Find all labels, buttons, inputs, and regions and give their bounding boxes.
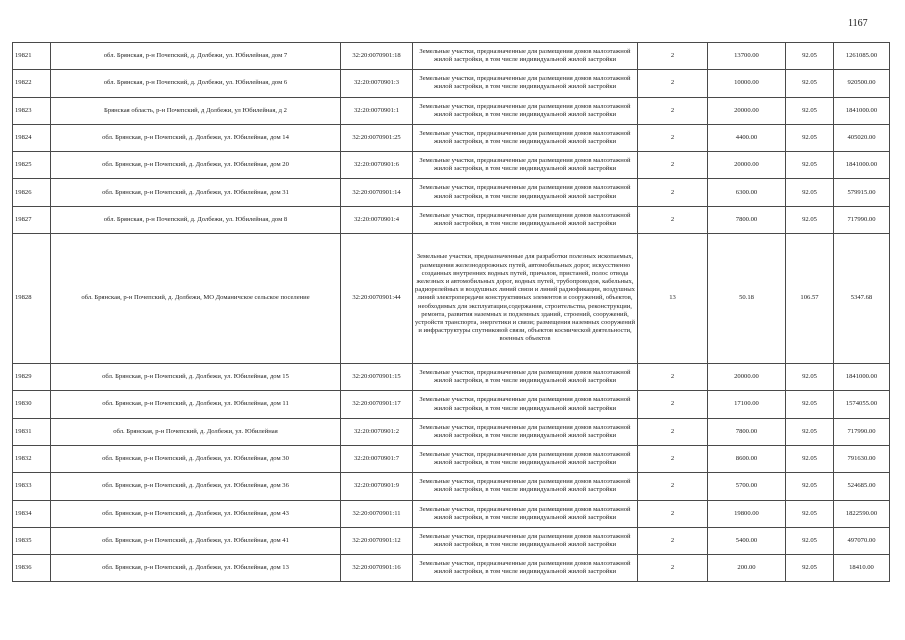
land-use-cell: Земельные участки, предназначенные для размещения домов малоэтажной жилой застройки, в том числе индивидуальной жилой застройки [413, 206, 638, 233]
land-use-cell: Земельные участки, предназначенные для размещения домов малоэтажной жилой застройки, в том числе индивидуальной жилой застройки [413, 555, 638, 582]
row-number: 19829 [13, 364, 51, 391]
value-cell: 1822590.00 [834, 500, 890, 527]
register-body [13, 43, 890, 582]
area-cell: 19800.00 [708, 500, 786, 527]
cadastral-number-cell: 32:20:0070901:2 [341, 418, 413, 445]
rate-cell: 92.05 [786, 97, 834, 124]
value-cell: 791630.00 [834, 445, 890, 472]
cadastral-number-cell: 32:20:0070901:12 [341, 527, 413, 554]
address-cell: обл. Брянская, р-н Почепский, д. Долбежи, ул. Юбилейная, дом 14 [51, 124, 341, 151]
cadastral-number-cell: 32:20:0070901:3 [341, 70, 413, 97]
category-cell: 2 [638, 206, 708, 233]
category-cell: 2 [638, 97, 708, 124]
table-row [13, 473, 890, 500]
row-number: 19825 [13, 152, 51, 179]
land-use-cell: Земельные участки, предназначенные для размещения домов малоэтажной жилой застройки, в том числе индивидуальной жилой застройки [413, 364, 638, 391]
area-cell: 6300.00 [708, 179, 786, 206]
value-cell: 1841000.00 [834, 364, 890, 391]
rate-cell: 92.05 [786, 500, 834, 527]
address-cell: обл. Брянская, р-н Почепский, д. Долбежи, ул. Юбилейная, дом 15 [51, 364, 341, 391]
rate-cell: 92.05 [786, 527, 834, 554]
rate-cell: 92.05 [786, 364, 834, 391]
area-cell: 20000.00 [708, 364, 786, 391]
value-cell: 579915.00 [834, 179, 890, 206]
rate-cell: 92.05 [786, 418, 834, 445]
row-number: 19824 [13, 124, 51, 151]
address-cell: обл. Брянская, р-н Почепский, д. Долбежи, ул. Юбилейная, дом 20 [51, 152, 341, 179]
land-use-cell: Земельные участки, предназначенные для разработки полезных ископаемых, размещения железнодорожных путей, автомобильных дорог, искусственно созданных внутренних водных путей, причалов, пристаней, полос отвода железных и автомобильных дорог, водных путей, трубопроводов, кабельных, радиорелейных и воздушных линий связи и линий радиофикации, воздушных линий электропередачи конструктивных элементов и сооружений, объектов, необходимых для эксплуатации,содержания, строительства, реконструкции, ремонта, развития наземных и подземных зданий, строений, сооружений, устройств транспорта, энергетики и связи; размещения наземных сооружений и инфраструктуры спутниковой связи, объектов космической деятельности, военных объектов [413, 234, 638, 364]
address-cell: обл. Брянская, р-н Почепский, д. Долбежи, ул. Юбилейная, дом 31 [51, 179, 341, 206]
area-cell: 10000.00 [708, 70, 786, 97]
rate-cell: 92.05 [786, 555, 834, 582]
address-cell: обл. Брянская, р-н Почепский, д. Долбежи, ул. Юбилейная [51, 418, 341, 445]
area-cell: 200.00 [708, 555, 786, 582]
cadastral-number-cell: 32:20:0070901:14 [341, 179, 413, 206]
area-cell: 4400.00 [708, 124, 786, 151]
value-cell: 717990.00 [834, 418, 890, 445]
rate-cell: 92.05 [786, 445, 834, 472]
land-use-cell: Земельные участки, предназначенные для размещения домов малоэтажной жилой застройки, в том числе индивидуальной жилой застройки [413, 97, 638, 124]
rate-cell: 92.05 [786, 124, 834, 151]
address-cell: обл. Брянская, р-н Почепский, д. Долбежи, ул. Юбилейная, дом 43 [51, 500, 341, 527]
category-cell: 2 [638, 364, 708, 391]
cadastral-number-cell: 32:20:0070901:25 [341, 124, 413, 151]
value-cell: 1841000.00 [834, 152, 890, 179]
area-cell: 20000.00 [708, 152, 786, 179]
area-cell: 7800.00 [708, 418, 786, 445]
category-cell: 2 [638, 500, 708, 527]
row-number: 19821 [13, 43, 51, 70]
row-number: 19833 [13, 473, 51, 500]
address-cell: обл. Брянская, р-н Почепский, д. Долбежи, ул. Юбилейная, дом 11 [51, 391, 341, 418]
address-cell: Брянская область, р-н Почепский, д Долбежи, ул Юбилейная, д 2 [51, 97, 341, 124]
cadastral-number-cell: 32:20:0070901:15 [341, 364, 413, 391]
table-row [13, 43, 890, 70]
table-row [13, 445, 890, 472]
table-row [13, 97, 890, 124]
rate-cell: 92.05 [786, 179, 834, 206]
row-number: 19834 [13, 500, 51, 527]
table-row [13, 555, 890, 582]
category-cell: 2 [638, 391, 708, 418]
row-number: 19832 [13, 445, 51, 472]
table-row [13, 500, 890, 527]
land-use-cell: Земельные участки, предназначенные для размещения домов малоэтажной жилой застройки, в том числе индивидуальной жилой застройки [413, 43, 638, 70]
page-number: 1167 [848, 18, 868, 29]
area-cell: 50.18 [708, 234, 786, 364]
land-use-cell: Земельные участки, предназначенные для размещения домов малоэтажной жилой застройки, в том числе индивидуальной жилой застройки [413, 179, 638, 206]
rate-cell: 92.05 [786, 70, 834, 97]
cadastral-number-cell: 32:20:0070901:1 [341, 97, 413, 124]
row-number: 19831 [13, 418, 51, 445]
area-cell: 7800.00 [708, 206, 786, 233]
value-cell: 497070.00 [834, 527, 890, 554]
category-cell: 2 [638, 445, 708, 472]
table-row [13, 124, 890, 151]
value-cell: 405020.00 [834, 124, 890, 151]
land-use-cell: Земельные участки, предназначенные для размещения домов малоэтажной жилой застройки, в том числе индивидуальной жилой застройки [413, 473, 638, 500]
row-number: 19828 [13, 234, 51, 364]
table-row [13, 179, 890, 206]
value-cell: 1574055.00 [834, 391, 890, 418]
address-cell: обл. Брянская, р-н Почепский, д. Долбежи, ул. Юбилейная, дом 13 [51, 555, 341, 582]
land-use-cell: Земельные участки, предназначенные для размещения домов малоэтажной жилой застройки, в том числе индивидуальной жилой застройки [413, 391, 638, 418]
category-cell: 2 [638, 555, 708, 582]
row-number: 19836 [13, 555, 51, 582]
category-cell: 2 [638, 152, 708, 179]
category-cell: 2 [638, 473, 708, 500]
value-cell: 18410.00 [834, 555, 890, 582]
area-cell: 13700.00 [708, 43, 786, 70]
cadastral-number-cell: 32:20:0070901:4 [341, 206, 413, 233]
land-use-cell: Земельные участки, предназначенные для размещения домов малоэтажной жилой застройки, в том числе индивидуальной жилой застройки [413, 124, 638, 151]
row-number: 19830 [13, 391, 51, 418]
address-cell: обл. Брянская, р-н Почепский, д. Долбежи, ул. Юбилейная, дом 8 [51, 206, 341, 233]
rate-cell: 92.05 [786, 391, 834, 418]
row-number: 19823 [13, 97, 51, 124]
category-cell: 13 [638, 234, 708, 364]
category-cell: 2 [638, 527, 708, 554]
address-cell: обл. Брянская, р-н Почепский, д. Долбежи, МО Доманичское сельское поселение [51, 234, 341, 364]
cadastral-register-table [12, 42, 890, 582]
value-cell: 920500.00 [834, 70, 890, 97]
area-cell: 5700.00 [708, 473, 786, 500]
cadastral-number-cell: 32:20:0070901:7 [341, 445, 413, 472]
category-cell: 2 [638, 179, 708, 206]
area-cell: 8600.00 [708, 445, 786, 472]
row-number: 19827 [13, 206, 51, 233]
table-row [13, 391, 890, 418]
value-cell: 1261085.00 [834, 43, 890, 70]
rate-cell: 106.57 [786, 234, 834, 364]
cadastral-number-cell: 32:20:0070901:18 [341, 43, 413, 70]
rate-cell: 92.05 [786, 152, 834, 179]
category-cell: 2 [638, 70, 708, 97]
address-cell: обл. Брянская, р-н Почепский, д. Долбежи, ул. Юбилейная, дом 30 [51, 445, 341, 472]
value-cell: 717990.00 [834, 206, 890, 233]
address-cell: обл. Брянская, р-н Почепский, д. Долбежи, ул. Юбилейная, дом 41 [51, 527, 341, 554]
cadastral-number-cell: 32:20:0070901:11 [341, 500, 413, 527]
address-cell: обл. Брянская, р-н Почепский, д. Долбежи, ул. Юбилейная, дом 36 [51, 473, 341, 500]
area-cell: 5400.00 [708, 527, 786, 554]
table-row [13, 527, 890, 554]
table-row [13, 418, 890, 445]
land-use-cell: Земельные участки, предназначенные для размещения домов малоэтажной жилой застройки, в том числе индивидуальной жилой застройки [413, 527, 638, 554]
category-cell: 2 [638, 418, 708, 445]
row-number: 19835 [13, 527, 51, 554]
land-use-cell: Земельные участки, предназначенные для размещения домов малоэтажной жилой застройки, в том числе индивидуальной жилой застройки [413, 418, 638, 445]
value-cell: 1841000.00 [834, 97, 890, 124]
land-use-cell: Земельные участки, предназначенные для размещения домов малоэтажной жилой застройки, в том числе индивидуальной жилой застройки [413, 70, 638, 97]
cadastral-number-cell: 32:20:0070901:44 [341, 234, 413, 364]
rate-cell: 92.05 [786, 473, 834, 500]
rate-cell: 92.05 [786, 206, 834, 233]
table-row [13, 364, 890, 391]
value-cell: 5347.68 [834, 234, 890, 364]
land-use-cell: Земельные участки, предназначенные для размещения домов малоэтажной жилой застройки, в том числе индивидуальной жилой застройки [413, 152, 638, 179]
row-number: 19826 [13, 179, 51, 206]
category-cell: 2 [638, 124, 708, 151]
table-row [13, 206, 890, 233]
value-cell: 524685.00 [834, 473, 890, 500]
cadastral-number-cell: 32:20:0070901:6 [341, 152, 413, 179]
land-use-cell: Земельные участки, предназначенные для размещения домов малоэтажной жилой застройки, в том числе индивидуальной жилой застройки [413, 500, 638, 527]
land-use-cell: Земельные участки, предназначенные для размещения домов малоэтажной жилой застройки, в том числе индивидуальной жилой застройки [413, 445, 638, 472]
address-cell: обл. Брянская, р-н Почепский, д. Долбежи, ул. Юбилейная, дом 7 [51, 43, 341, 70]
row-number: 19822 [13, 70, 51, 97]
table-row [13, 70, 890, 97]
table-row [13, 152, 890, 179]
rate-cell: 92.05 [786, 43, 834, 70]
category-cell: 2 [638, 43, 708, 70]
cadastral-number-cell: 32:20:0070901:17 [341, 391, 413, 418]
cadastral-number-cell: 32:20:0070901:16 [341, 555, 413, 582]
area-cell: 20000.00 [708, 97, 786, 124]
table-row [13, 234, 890, 364]
address-cell: обл. Брянская, р-н Почепский, д. Долбежи, ул. Юбилейная, дом 6 [51, 70, 341, 97]
cadastral-number-cell: 32:20:0070901:9 [341, 473, 413, 500]
area-cell: 17100.00 [708, 391, 786, 418]
